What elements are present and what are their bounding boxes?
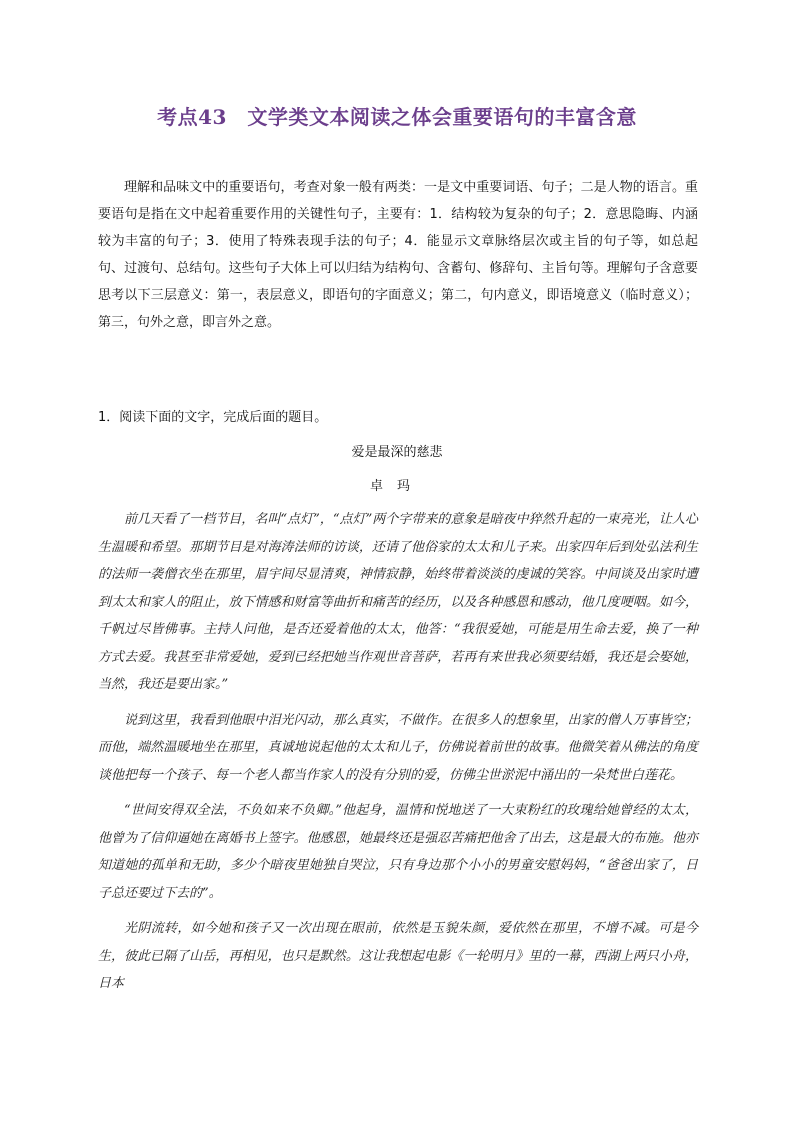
intro-section xyxy=(98,174,698,336)
document-title: 考点43 文学类文本阅读之体会重要语句的丰富含意 xyxy=(157,105,637,129)
article-paragraph: 光阴流转，如今她和孩子又一次出现在眼前，依然是玉貌朱颜，爱依然在那里，不增不减。可是今生，彼此已隔了山岳，再相见，也只是默然。这让我想起电影《一轮明月》里的一幕，西湖上两只小舟，日本 xyxy=(98,921,698,991)
article-author: 卓玛 xyxy=(369,479,424,494)
article-title: 爱是最深的慈悲 xyxy=(351,445,443,460)
question-label: 1．阅读下面的文字，完成后面的题目。 xyxy=(98,410,328,425)
article-body xyxy=(98,506,698,1006)
intro-paragraph: 理解和品味文中的重要语句，考查对象一般有两类：一是文中重要词语、句子；二是人物的语言。重要语句是指在文中起着重要作用的关键性句子，主要有：1．结构较为复杂的句子；2．意思隐晦、内涵较为丰富的句子；3．使用了特殊表现手法的句子；4．能显示文章脉络层次或主旨的句子等，如总起句、过渡句、总结句。这些句子大体上可以归结为结构句、含蓄句、修辞句、主旨句等。理解句子含意要思考以下三层意义：第一，表层意义，即语句的字面意义；第二，句内意义，即语境意义（临时意义）；第三，句外之意，即言外之意。 xyxy=(98,180,698,330)
article-paragraph: 说到这里，我看到他眼中泪光闪动，那么真实，不做作。在很多人的想象里，出家的僧人万事皆空；而他，端然温暖地坐在那里，真诚地说起他的太太和儿子，仿佛说着前世的故事。他微笑着从佛法的角度谈他把每一个孩子、每一个老人都当作家人的没有分别的爱，仿佛尘世淤泥中涌出的一朵梵世白莲花。 xyxy=(98,712,698,783)
article-paragraph: “世间安得双全法，不负如来不负卿。”他起身，温情和悦地送了一大束粉红的玫瑰给她曾经的太太，他曾为了信仰逼她在离婚书上签字。他感恩，她最终还是强忍苦痛把他舍了出去，这是最大的布施。他亦知道她的孤单和无助，多少个暗夜里她独自哭泣，只有身边那个小小的男童安慰妈妈，“爸爸出家了，日子总还要过下去的”。 xyxy=(98,803,698,901)
article-paragraph: 前几天看了一档节目，名叫“点灯”，“点灯”两个字带来的意象是暗夜中猝然升起的一束亮光，让人心生温暖和希望。那期节目是对海涛法师的访谈，还请了他俗家的太太和儿子来。出家四年后到处弘法利生的法师一袭僧衣坐在那里，眉宇间尽显清爽，神情寂静，始终带着淡淡的虔诚的笑容。中间谈及出家时遭到太太和家人的阻止，放下情感和财富等曲折和痛苦的经历，以及各种感恩和感动，他几度哽咽。如今，千帆过尽皆佛事。主持人问他，是否还爱着他的太太，他答：“我很爱她，可能是用生命去爱，换了一种方式去爱。我甚至非常爱她，爱到已经把她当作观世音菩萨，若再有来世我必须要结婚，我还是会娶她，当然，我还是要出家。” xyxy=(98,512,698,692)
